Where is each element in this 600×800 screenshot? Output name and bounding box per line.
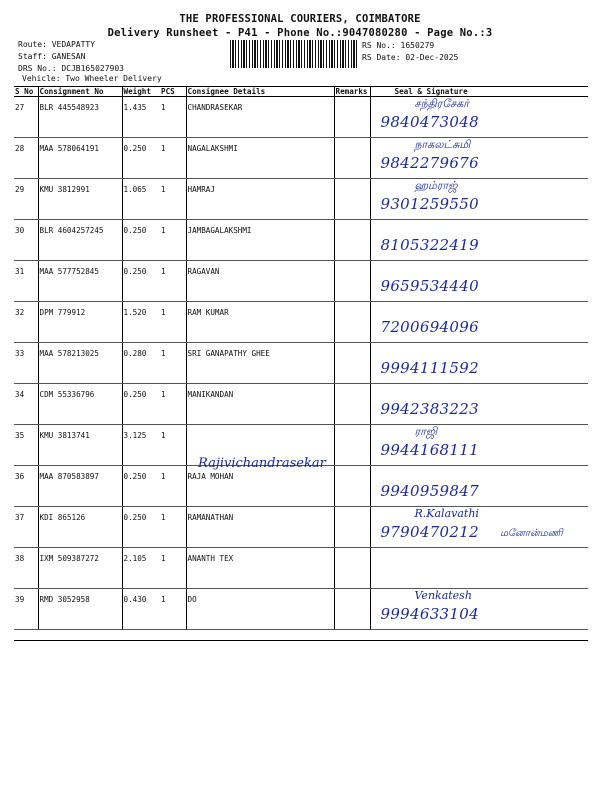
consignee-cell-text: NAGALAKSHMI: [187, 144, 238, 153]
handwritten-phone: 8105322419: [380, 236, 479, 254]
consignment-cell-text: KDI 865126: [39, 513, 86, 522]
consignment-cell-text: KMU 3813741: [39, 431, 90, 440]
weight-cell-text: 2.105: [123, 554, 147, 563]
consignee-cell-text: JAMBAGALAKSHMI: [187, 226, 252, 235]
table-row: [14, 589, 588, 630]
pcs-cell-text: 1: [161, 431, 166, 440]
table-row: [14, 343, 588, 384]
pcs-cell-text: 1: [161, 308, 166, 317]
pcs-cell-text: 1: [161, 349, 166, 358]
table-row: [14, 466, 588, 507]
pcs-cell: [160, 179, 186, 220]
weight-cell-text: 0.250: [123, 267, 147, 276]
signature-cell: [370, 261, 588, 302]
signature-cell: [370, 343, 588, 384]
signature-cell: [370, 466, 588, 507]
sno-cell-text: 39: [15, 595, 25, 604]
remarks-cell: [334, 589, 370, 630]
signature-cell: [370, 97, 588, 138]
consignment-cell: [38, 302, 122, 343]
rs-date: RS Date: 02-Dec-2025: [362, 53, 459, 62]
weight-cell-text: 0.250: [123, 226, 147, 235]
pcs-cell: [160, 425, 186, 466]
weight-cell-text: 0.250: [123, 144, 147, 153]
pcs-cell-text: 1: [161, 513, 166, 522]
signature-cell: [370, 507, 588, 548]
staff-label: Staff: GANESAN: [18, 52, 86, 61]
consignee-cell-text: CHANDRASEKAR: [187, 103, 243, 112]
pcs-cell: [160, 261, 186, 302]
handwritten-phone: 9840473048: [380, 113, 479, 131]
weight-cell: [122, 138, 160, 179]
consignment-cell: [38, 343, 122, 384]
table-row: [14, 220, 588, 261]
weight-cell-text: 1.435: [123, 103, 147, 112]
consignee-cell: [186, 302, 334, 343]
consignee-cell: [186, 507, 334, 548]
remarks-cell: [334, 507, 370, 548]
handwritten-signature: Venkatesh: [414, 589, 472, 602]
pcs-cell-text: 1: [161, 554, 166, 563]
consignment-cell: [38, 466, 122, 507]
sno-cell: [14, 425, 38, 466]
consignee-cell-text: HAMRAJ: [187, 185, 215, 194]
pcs-cell-text: 1: [161, 267, 166, 276]
route-label: Route: VEDAPATTY: [18, 40, 96, 49]
table-row: [14, 507, 588, 548]
handwritten-tamil-name: மனோன்மணி: [500, 528, 563, 539]
runsheet-table: [14, 86, 588, 630]
consignee-cell-text: RAGAVAN: [187, 267, 220, 276]
signature-cell: [370, 138, 588, 179]
weight-cell: [122, 343, 160, 384]
handwritten-consignee-name: Rajivichandrasekar: [198, 456, 326, 471]
handwritten-signature: சந்திரசேகர்: [414, 97, 470, 110]
sno-cell: [14, 384, 38, 425]
sno-cell-text: 34: [15, 390, 25, 399]
pcs-cell: [160, 302, 186, 343]
weight-cell: [122, 384, 160, 425]
sno-cell: [14, 343, 38, 384]
table-row: [14, 384, 588, 425]
handwritten-signature: நாகலட்சுமி: [414, 138, 471, 151]
col-pcs: PCS: [160, 87, 186, 97]
pcs-cell: [160, 507, 186, 548]
consignee-cell: [186, 179, 334, 220]
consignee-cell: [186, 138, 334, 179]
barcode: [230, 40, 358, 68]
weight-cell-text: 0.280: [123, 349, 147, 358]
consignee-cell-text: MANIKANDAN: [187, 390, 234, 399]
consignment-cell: [38, 589, 122, 630]
sno-cell: [14, 138, 38, 179]
pcs-cell-text: 1: [161, 226, 166, 235]
remarks-cell: [334, 466, 370, 507]
sno-cell-text: 31: [15, 267, 25, 276]
weight-cell: [122, 548, 160, 589]
handwritten-phone: 9944168111: [380, 441, 479, 459]
sno-cell-text: 38: [15, 554, 25, 563]
consignment-cell: [38, 507, 122, 548]
pcs-cell-text: 1: [161, 144, 166, 153]
weight-cell-text: 0.250: [123, 390, 147, 399]
signature-cell: [370, 425, 588, 466]
consignment-cell: [38, 425, 122, 466]
consignment-cell: [38, 179, 122, 220]
consignee-cell-text: RAMANATHAN: [187, 513, 234, 522]
sno-cell-text: 37: [15, 513, 25, 522]
signature-cell: [370, 302, 588, 343]
pcs-cell: [160, 548, 186, 589]
weight-cell: [122, 179, 160, 220]
table-row: [14, 179, 588, 220]
consignment-cell-text: MAA 577752845: [39, 267, 99, 276]
handwritten-signature: R.Kalavathi: [414, 507, 479, 520]
consignment-cell-text: RMD 3052958: [39, 595, 90, 604]
remarks-cell: [334, 220, 370, 261]
consignment-cell: [38, 548, 122, 589]
weight-cell-text: 0.250: [123, 513, 147, 522]
sno-cell-text: 33: [15, 349, 25, 358]
consignment-cell-text: CDM 55336796: [39, 390, 95, 399]
col-consignment: Consignment No: [38, 87, 122, 97]
handwritten-phone: 9842279676: [380, 154, 479, 172]
sno-cell-text: 29: [15, 185, 25, 194]
remarks-cell: [334, 425, 370, 466]
sno-cell: [14, 548, 38, 589]
signature-cell: [370, 220, 588, 261]
company-title: THE PROFESSIONAL COURIERS, COIMBATORE: [179, 13, 421, 25]
weight-cell-text: 3.125: [123, 431, 147, 440]
col-signature: Seal & Signature: [370, 87, 588, 97]
consignee-cell: [186, 97, 334, 138]
pcs-cell-text: 1: [161, 103, 166, 112]
handwritten-phone: 9994633104: [380, 605, 479, 623]
consignment-cell: [38, 220, 122, 261]
pcs-cell: [160, 466, 186, 507]
sno-cell: [14, 589, 38, 630]
weight-cell: [122, 261, 160, 302]
consignee-cell-text: RAJA MOHAN: [187, 472, 234, 481]
pcs-cell: [160, 589, 186, 630]
consignee-cell-text: RAM KUMAR: [187, 308, 229, 317]
consignee-cell: [186, 548, 334, 589]
col-sno: S No: [14, 87, 38, 97]
table-row: [14, 138, 588, 179]
runsheet-subtitle: Delivery Runsheet - P41 - Phone No.:9047080280 - Page No.:3: [107, 27, 493, 39]
consignment-cell-text: DPM 779912: [39, 308, 86, 317]
remarks-cell: [334, 302, 370, 343]
sno-cell-text: 35: [15, 431, 25, 440]
sno-cell: [14, 261, 38, 302]
table-row: [14, 97, 588, 138]
consignee-cell-text: ANANTH TEX: [187, 554, 234, 563]
sno-cell: [14, 97, 38, 138]
remarks-cell: [334, 384, 370, 425]
consignment-cell-text: BLR 4604257245: [39, 226, 104, 235]
consignee-cell: [186, 261, 334, 302]
pcs-cell: [160, 220, 186, 261]
consignment-cell-text: MAA 578064191: [39, 144, 99, 153]
consignment-cell-text: MAA 870583897: [39, 472, 99, 481]
consignee-cell: [186, 220, 334, 261]
rs-number: RS No.: 1650279: [362, 41, 435, 50]
sno-cell: [14, 220, 38, 261]
remarks-cell: [334, 138, 370, 179]
sno-cell-text: 32: [15, 308, 25, 317]
weight-cell-text: 1.520: [123, 308, 147, 317]
consignee-cell: [186, 343, 334, 384]
sno-cell-text: 28: [15, 144, 25, 153]
sno-cell: [14, 179, 38, 220]
weight-cell: [122, 220, 160, 261]
sno-cell: [14, 507, 38, 548]
consignment-cell-text: KMU 3812991: [39, 185, 90, 194]
consignee-cell-text: DO: [187, 595, 197, 604]
sno-cell-text: 30: [15, 226, 25, 235]
consignee-cell: [186, 466, 334, 507]
consignment-cell: [38, 261, 122, 302]
weight-cell: [122, 425, 160, 466]
consignment-cell: [38, 138, 122, 179]
drs-number: DRS No.: DCJB165027903: [18, 64, 124, 73]
consignment-cell: [38, 97, 122, 138]
pcs-cell-text: 1: [161, 185, 166, 194]
vehicle-label: Vehicle: Two Wheeler Delivery: [22, 74, 162, 83]
weight-cell: [122, 97, 160, 138]
table-header-row: [14, 87, 588, 97]
sno-cell: [14, 302, 38, 343]
pcs-cell: [160, 384, 186, 425]
handwritten-phone: 9942383223: [380, 400, 479, 418]
consignment-cell-text: IXM 509387272: [39, 554, 99, 563]
remarks-cell: [334, 343, 370, 384]
col-weight: Weight: [122, 87, 160, 97]
pcs-cell: [160, 138, 186, 179]
weight-cell: [122, 466, 160, 507]
pcs-cell: [160, 97, 186, 138]
consignment-cell: [38, 384, 122, 425]
handwritten-phone: 9994111592: [380, 359, 479, 377]
pcs-cell: [160, 343, 186, 384]
remarks-cell: [334, 548, 370, 589]
table-row: [14, 261, 588, 302]
consignee-cell: [186, 589, 334, 630]
handwritten-signature: ராஜி: [414, 425, 438, 438]
consignee-cell: [186, 384, 334, 425]
handwritten-phone: 9301259550: [380, 195, 479, 213]
consignment-cell-text: BLR 445548923: [39, 103, 99, 112]
col-remarks: Remarks: [334, 87, 370, 97]
consignee-cell-text: [188, 425, 333, 431]
signature-cell: [370, 384, 588, 425]
handwritten-phone: 9940959847: [380, 482, 479, 500]
remarks-cell: [334, 97, 370, 138]
signature-cell: [370, 589, 588, 630]
table-row: [14, 548, 588, 589]
weight-cell: [122, 302, 160, 343]
weight-cell-text: 1.065: [123, 185, 147, 194]
sno-cell: [14, 466, 38, 507]
handwritten-phone: 7200694096: [380, 318, 479, 336]
handwritten-phone: 9659534440: [380, 277, 479, 295]
handwritten-phone: 9790470212: [380, 523, 479, 541]
sno-cell-text: 36: [15, 472, 25, 481]
weight-cell-text: 0.250: [123, 472, 147, 481]
handwritten-signature: ஹம்ராஜ்: [414, 179, 458, 192]
signature-cell: [370, 548, 588, 589]
weight-cell: [122, 507, 160, 548]
remarks-cell: [334, 179, 370, 220]
remarks-cell: [334, 261, 370, 302]
pcs-cell-text: 1: [161, 390, 166, 399]
weight-cell: [122, 589, 160, 630]
table-end-rule: [14, 640, 588, 641]
col-consignee: Consignee Details: [186, 87, 334, 97]
consignment-cell-text: MAA 578213025: [39, 349, 99, 358]
weight-cell-text: 0.430: [123, 595, 147, 604]
table-row: [14, 302, 588, 343]
pcs-cell-text: 1: [161, 595, 166, 604]
sno-cell-text: 27: [15, 103, 25, 112]
signature-cell: [370, 179, 588, 220]
consignee-cell-text: SRI GANAPATHY GHEE: [187, 349, 270, 358]
pcs-cell-text: 1: [161, 472, 166, 481]
